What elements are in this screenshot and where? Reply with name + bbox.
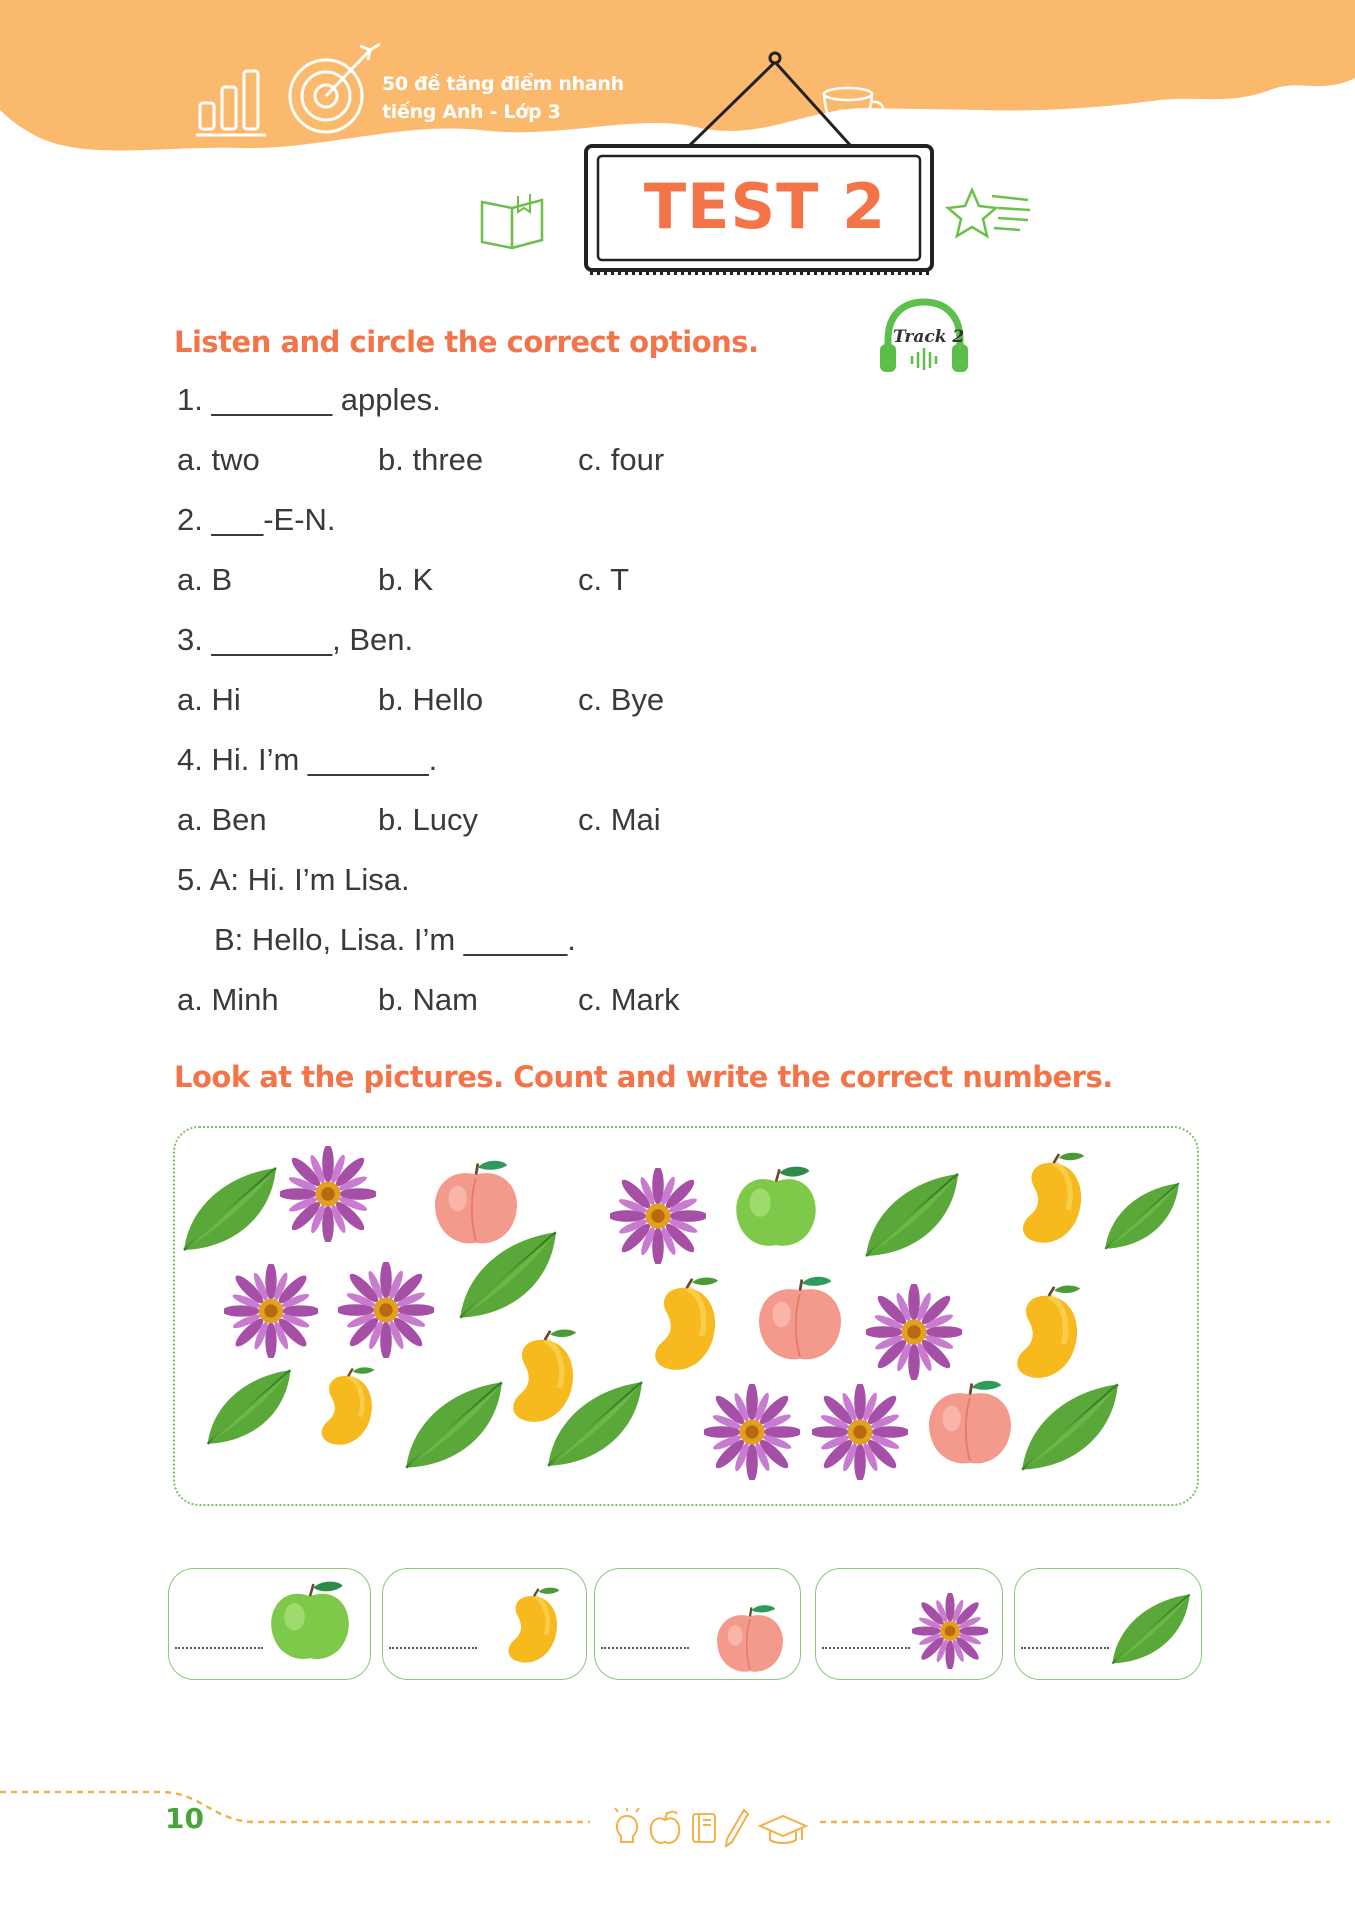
q3-option-c[interactable]: c. Bye [578,682,665,717]
flower-icon [610,1168,706,1264]
pencil-icon [724,1808,750,1848]
q1-option-a[interactable]: a. two [177,442,260,477]
answer-blank[interactable] [389,1647,477,1649]
question-5-line2: B: Hello, Lisa. I’m ______. [214,922,576,957]
target-icon [288,40,382,134]
mango-icon [1008,1276,1082,1392]
leaf-icon [1109,1591,1193,1667]
answer-box-peach[interactable] [594,1568,801,1680]
flower-icon [704,1384,800,1480]
q2-option-a[interactable]: a. B [177,562,233,597]
q5-option-a[interactable]: a. Minh [177,982,279,1017]
q2-option-b[interactable]: b. K [378,562,434,597]
answer-box-apple[interactable] [168,1568,371,1680]
star-icon [948,186,1032,250]
question-2: 2. ___-E-N. [177,502,336,537]
apple-icon [648,1810,682,1846]
book-icon [478,192,548,252]
bar-chart-icon [196,65,270,137]
question-1: 1. _______ apples. [177,382,441,417]
notebook-icon [690,1810,720,1846]
peach-icon [924,1378,1016,1470]
peach-icon [754,1274,846,1366]
green-apple-icon [267,1579,353,1665]
mango-icon [314,1360,376,1456]
answer-blank[interactable] [175,1647,263,1649]
graduation-cap-icon [758,1814,808,1846]
question-3: 3. _______, Ben. [177,622,414,657]
mango-icon [501,1581,561,1673]
track-label: Track 2 [893,327,965,347]
answer-box-leaf[interactable] [1014,1568,1202,1680]
green-apple-icon [732,1164,820,1252]
q3-option-a[interactable]: a. Hi [177,682,241,717]
leaf-icon [204,1366,294,1448]
flower-icon [912,1593,988,1669]
answer-blank[interactable] [1021,1647,1109,1649]
leaf-icon [402,1378,506,1472]
mango-icon [1014,1144,1086,1256]
exercise1-instruction: Listen and circle the correct options. [174,325,759,359]
series-title-line2: tiếng Anh - Lớp 3 [382,101,561,123]
q1-option-c[interactable]: c. four [578,442,665,477]
flower-icon [224,1264,318,1358]
q4-option-c[interactable]: c. Mai [578,802,661,837]
series-title-line1: 50 đề tăng điểm nhanh [382,73,624,95]
answer-blank[interactable] [822,1647,910,1649]
flower-icon [866,1284,962,1380]
bulb-icon [612,1808,642,1848]
leaf-icon [1102,1180,1182,1252]
mango-icon [646,1268,720,1384]
leaf-icon [544,1378,646,1470]
answer-blank[interactable] [601,1647,689,1649]
q5-option-c[interactable]: c. Mark [578,982,680,1017]
page-number: 10 [165,1802,204,1835]
leaf-icon [862,1170,962,1260]
peach-icon [713,1603,787,1677]
exercise2-instruction: Look at the pictures. Count and write the correct numbers. [174,1060,1113,1094]
flower-icon [280,1146,376,1242]
q3-option-b[interactable]: b. Hello [378,682,484,717]
question-4: 4. Hi. I’m _______. [177,742,438,777]
question-5: 5. A: Hi. I’m Lisa. [177,862,410,897]
q1-option-b[interactable]: b. three [378,442,484,477]
answer-box-flower[interactable] [815,1568,1003,1680]
q5-option-b[interactable]: b. Nam [378,982,478,1017]
flower-icon [338,1262,434,1358]
test-title: TEST 2 [643,170,887,243]
q4-option-b[interactable]: b. Lucy [378,802,478,837]
q2-option-c[interactable]: c. T [578,562,630,597]
leaf-icon [1018,1380,1122,1474]
flower-icon [812,1384,908,1480]
answer-box-mango[interactable] [382,1568,587,1680]
leaf-icon [456,1228,560,1322]
q4-option-a[interactable]: a. Ben [177,802,267,837]
leaf-icon [180,1164,280,1254]
